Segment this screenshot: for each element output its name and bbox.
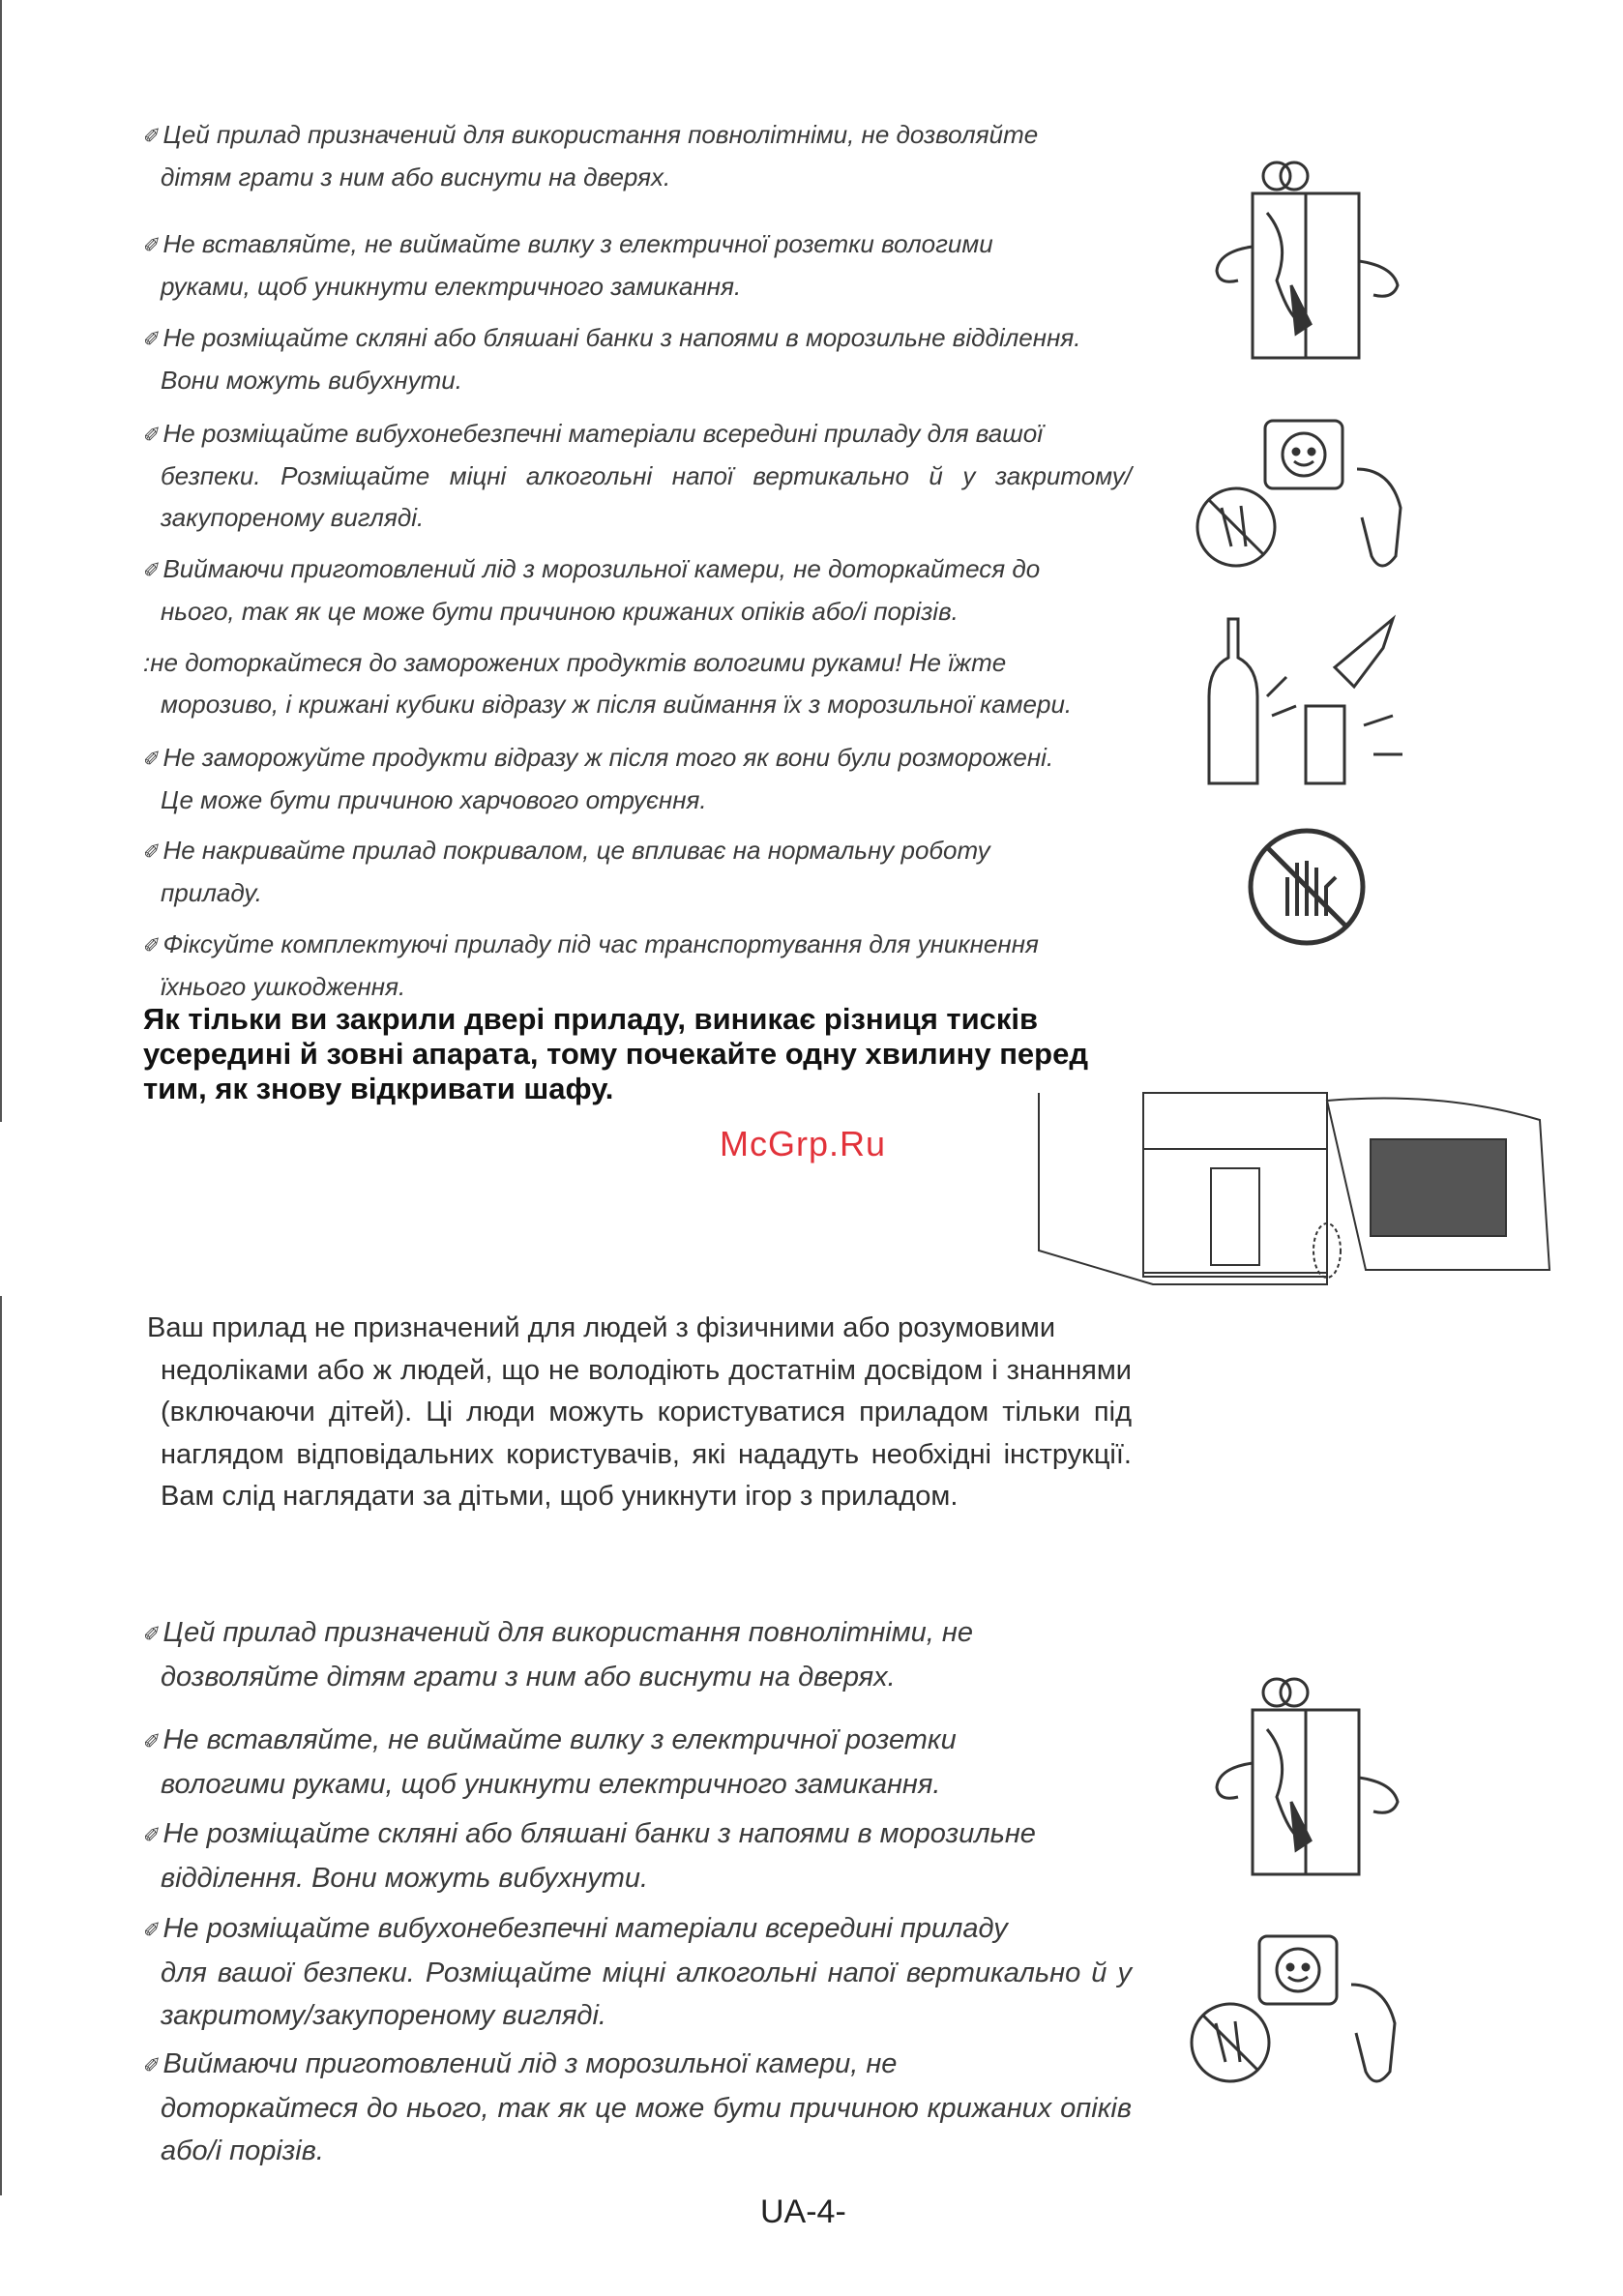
warning-item: ✐Виймаючи приготовлений лід з морозильної камери, не доторкайтеся до нього, так як це може бути причиною крижаних опіків або/і порізів.: [143, 554, 1041, 626]
warning-item: ✐Не вставляйте, не виймайте вилку з електричної розетки вологими руками, щоб уникнути електричного замикання.: [143, 1724, 957, 1800]
pencil-icon: ✐: [143, 1823, 162, 1847]
pencil-icon: ✐: [143, 747, 162, 771]
pencil-icon: ✐: [143, 1918, 162, 1942]
warning-item: ✐Виймаючи приготовлений лід з морозильної камери, не доторкайтеся до нього, так як це може бути причиною крижаних опіків або/і порізів.: [143, 2048, 1132, 2166]
fridge-door-diagram: [1037, 1091, 1559, 1294]
page-edge-left-top: [0, 0, 2, 1122]
warning-item: ✐Фіксуйте комплектуючі приладу під час транспортування для уникнення їхнього ушкодження.: [143, 929, 1039, 1001]
page-edge-left-bottom: [0, 1296, 2, 2195]
pencil-icon: ✐: [143, 933, 162, 957]
warning-item: ✐Цей прилад призначений для використання повнолітніми, не дозволяйте дітям грати з ним або виснути на дверях.: [143, 120, 1039, 191]
child-on-door-illustration: [1199, 1671, 1412, 1884]
page-number: UA-4-: [760, 2193, 846, 2230]
pencil-icon: ✐: [143, 423, 162, 447]
pencil-icon: ✐: [143, 1729, 162, 1753]
wet-hands-socket-illustration: [1182, 1927, 1424, 2101]
warning-item: ✐Не розміщайте скляні або бляшані банки з напоями в морозильне відділення. Вони можуть вибухнути.: [143, 1818, 1036, 1894]
watermark: McGrp.Ru: [720, 1124, 887, 1163]
warning-item: ✐Не вставляйте, не виймайте вилку з електричної розетки вологими руками, щоб уникнути електричного замикання.: [143, 229, 993, 301]
warning-item: ✐Не розміщайте вибухонебезпечні матеріали всередині приладу для вашої безпеки. Розміщайте міцні алкогольні напої вертикально й у закритому/закупореному вигляді.: [143, 419, 1132, 532]
pencil-icon: ✐: [143, 1622, 162, 1646]
pencil-icon: ✐: [143, 327, 162, 351]
wet-hands-socket-illustration: [1188, 411, 1430, 585]
pencil-icon: ✐: [143, 558, 162, 582]
pressure-note: Як тільки ви закрили двері приладу, виникає різниця тисків усередині й зовні апарата, тому почекайте одну хвилину перед тим, як знову відкривати шафу.: [143, 1002, 1089, 1105]
disability-note: Ваш прилад не призначений для людей з фізичними або розумовими недоліками або ж людей, що не володіють достатнім досвідом і знаннями (включаючи дітей). Ці люди можуть користуватися приладом тільки під наглядом відповідальних користувачів, які нададуть необхідні інструкції. Вам слід наглядати за дітьми, щоб уникнути ігор з приладом.: [147, 1312, 1132, 1512]
pencil-icon: ✐: [143, 124, 162, 148]
warning-item: ✐Не заморожуйте продукти відразу ж після того як вони були розморожені. Це може бути причиною харчового отруєння.: [143, 743, 1054, 814]
exploding-bottles-illustration: [1199, 609, 1422, 793]
child-on-door-illustration: [1199, 155, 1412, 368]
warning-item: ✐Не розміщайте скляні або бляшані банки з напоями в морозильне відділення. Вони можуть вибухнути.: [143, 323, 1081, 395]
warning-item: ✐Не накривайте прилад покривалом, це впливає на нормальну роботу приладу.: [143, 836, 990, 907]
warning-item: ✐Цей прилад призначений для використання повнолітніми, не дозволяйте дітям грати з ним або виснути на дверях.: [143, 1617, 973, 1693]
pencil-icon: ✐: [143, 839, 162, 864]
pencil-icon: ✐: [143, 233, 162, 257]
warning-item: ✐Не розміщайте вибухонебезпечні матеріали всередині приладу для вашої безпеки. Розміщайте міцні алкогольні напої вертикально й у закритому/закупореному вигляді.: [143, 1913, 1132, 2031]
warning-item: :не доторкайтеся до заморожених продуктів вологими руками! Не їжте морозиво, і крижані кубики відразу ж після виймання їх з морозильної камери.: [143, 648, 1073, 719]
do-not-touch-icon: [1244, 824, 1370, 950]
pencil-icon: ✐: [143, 2053, 162, 2077]
